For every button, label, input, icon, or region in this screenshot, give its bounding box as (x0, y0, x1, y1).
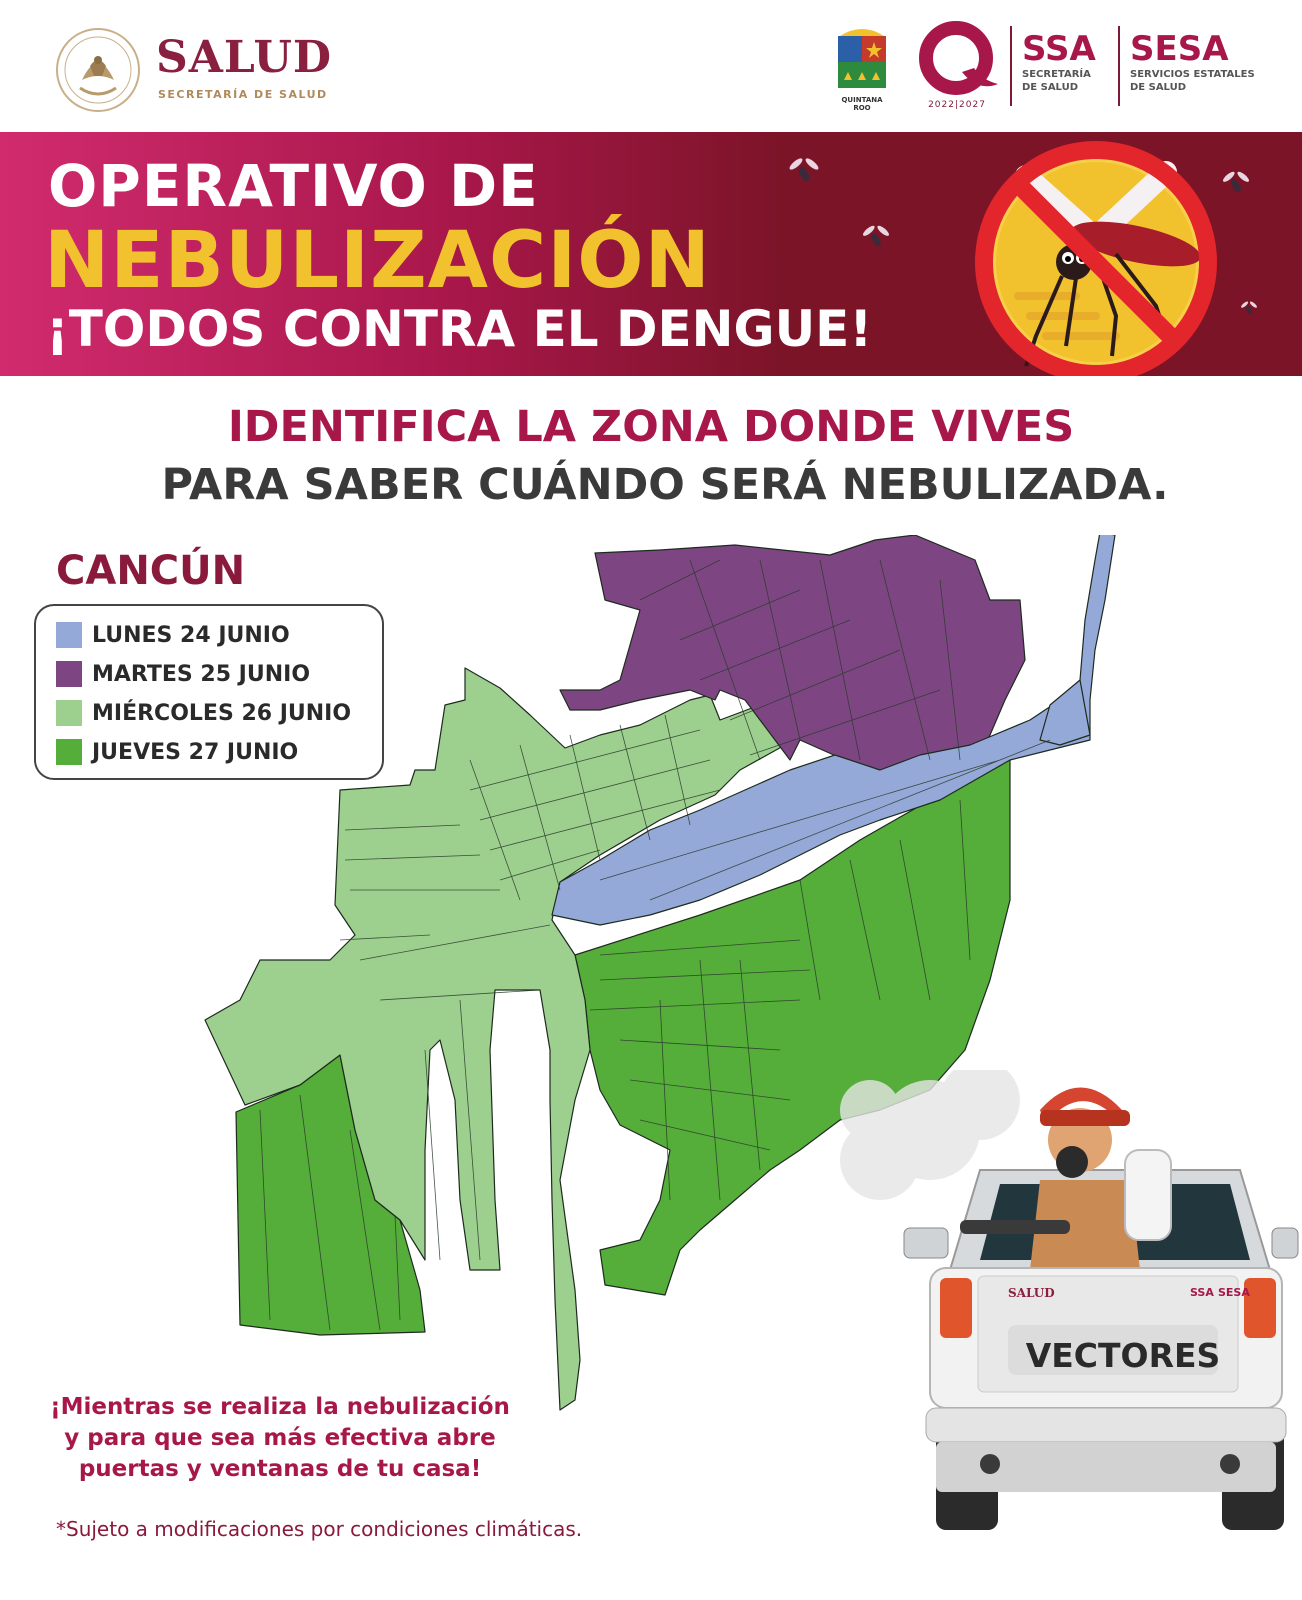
legend-swatch (56, 622, 82, 648)
campaign-banner (0, 132, 1302, 376)
ssa-logo (1022, 30, 1122, 94)
salud-title: SALUD (156, 32, 332, 83)
note-line-1: ¡Mientras se realiza la nebulización (50, 1394, 510, 1420)
quintana-roo-logo (834, 24, 890, 110)
header-divider (1010, 26, 1012, 106)
note-line-2: y para que sea más efectiva abre (64, 1425, 496, 1451)
legend-swatch (56, 739, 82, 765)
salud-logo (52, 26, 372, 116)
q-years-label: 2022|2027 (928, 100, 986, 110)
salud-subtitle: SECRETARÍA DE SALUD (158, 88, 328, 101)
note-line-3: puertas y ventanas de tu casa! (78, 1456, 482, 1482)
legend-swatch (56, 661, 82, 687)
legend-label: JUEVES 27 JUNIO (92, 740, 299, 765)
sesa-line2: DE SALUD (1130, 82, 1186, 93)
banner-line-1: OPERATIVO DE (48, 152, 539, 220)
q-gobierno-logo (912, 20, 1002, 112)
banner-line-2: NEBULIZACIÓN (44, 216, 711, 306)
sesa-line1: SERVICIOS ESTATALES (1130, 69, 1255, 80)
headline-when: PARA SABER CUÁNDO SERÁ NEBULIZADA. (161, 460, 1169, 510)
nebulization-note (40, 1392, 520, 1485)
banner-line-3: ¡TODOS CONTRA EL DENGUE! (46, 300, 873, 358)
truck-ssa-logo: SSA (1190, 1286, 1214, 1299)
headline-identify: IDENTIFICA LA ZONA DONDE VIVES (227, 402, 1075, 452)
truck-salud-logo: SALUD (1008, 1286, 1055, 1300)
mosquito-icon (1238, 298, 1260, 320)
quintana-roo-shield-icon (834, 24, 890, 94)
legend-swatch (56, 700, 82, 726)
mosquito-icon (784, 152, 824, 192)
ssa-title: SSA (1022, 29, 1096, 69)
sesa-title: SESA (1130, 29, 1229, 69)
mosquito-icon (858, 220, 894, 256)
weather-footnote: *Sujeto a modificaciones por condiciones climáticas. (56, 1517, 583, 1541)
city-name: CANCÚN (56, 548, 246, 594)
legend-label: MARTES 25 JUNIO (92, 662, 311, 687)
no-mosquito-icon (966, 136, 1226, 376)
header-divider (1118, 26, 1120, 106)
ssa-line1: SECRETARÍA (1022, 69, 1091, 80)
legend-label: MIÉRCOLES 26 JUNIO (92, 701, 352, 726)
mexico-seal-icon (52, 26, 144, 114)
q-icon (912, 20, 1002, 100)
ssa-line2: DE SALUD (1022, 82, 1078, 93)
legend-label: LUNES 24 JUNIO (92, 623, 290, 648)
truck-icon (840, 1070, 1302, 1540)
vector-truck-illustration (840, 1070, 1302, 1540)
sesa-logo (1130, 30, 1290, 94)
truck-sesa-logo: SESA (1218, 1286, 1250, 1299)
quintana-roo-label: QUINTANA ROO (841, 96, 883, 112)
truck-vectores-label: VECTORES (1025, 1336, 1221, 1375)
header (0, 0, 1302, 132)
